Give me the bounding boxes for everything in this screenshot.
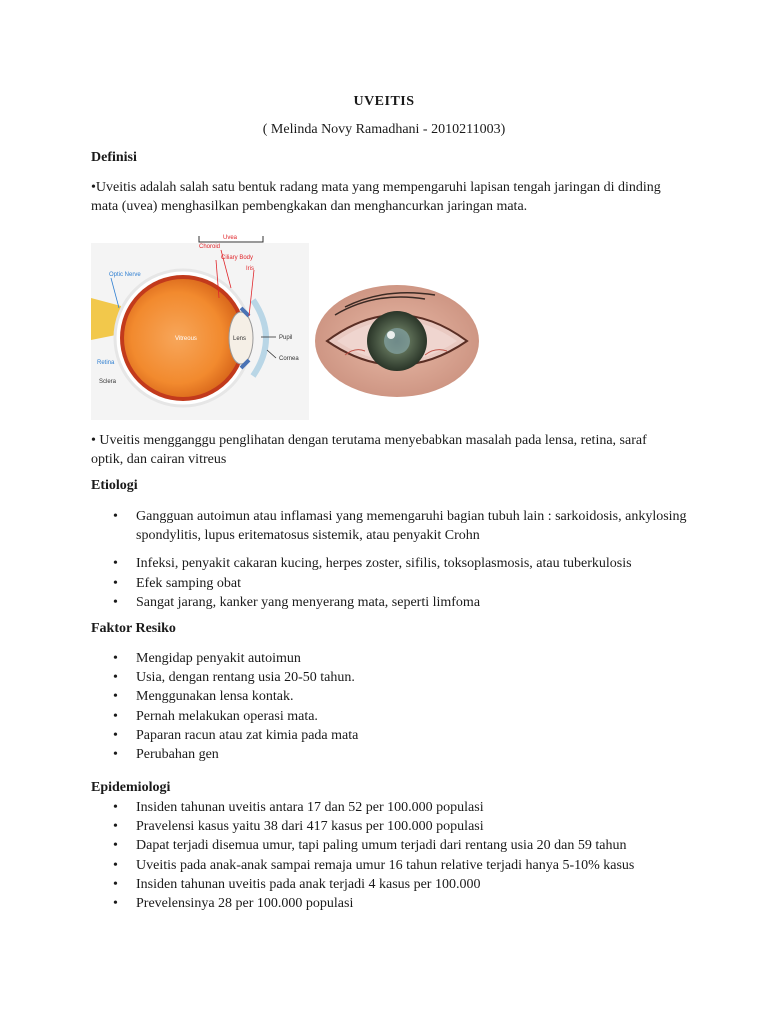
label-optic-nerve: Optic Nerve [109, 272, 141, 278]
label-sclera: Sclera [99, 379, 117, 385]
definisi-paragraph-1: •Uveitis adalah salah satu bentuk radang mata yang mempengaruhi lapisan tengah jaringan di dinding mata (uvea) menghasilkan pembengkakan dan menghancurkan jaringan mata. [91, 180, 661, 214]
list-item: • Pernah melakukan operasi mata. [91, 707, 696, 726]
heading-definisi: Definisi [91, 150, 137, 165]
list-item: • Uveitis pada anak-anak sampai remaja umur 16 tahun relative terjadi hanya 5-10% kasus [91, 856, 696, 875]
definisi-paragraph-2: • Uveitis mengganggu penglihatan dengan terutama menyebabkan masalah pada lensa, retina, saraf optik, dan cairan vitreus [91, 433, 647, 467]
label-retina: Retina [97, 360, 115, 366]
heading-etiologi: Etiologi [91, 478, 138, 493]
list-item: • Prevelensinya 28 per 100.000 populasi [91, 894, 696, 913]
heading-epidemiologi: Epidemiologi [91, 780, 171, 795]
list-item: • Pravelensi kasus yaitu 38 dari 417 kasus per 100.000 populasi [91, 817, 696, 836]
label-ciliary-body: Ciliary Body [221, 255, 254, 261]
list-item: • Perubahan gen [91, 745, 696, 764]
eye-anatomy-svg [91, 228, 309, 420]
list-item: • Menggunakan lensa kontak. [91, 687, 696, 706]
label-iris: Iris [246, 266, 254, 272]
inflamed-eye-photo [315, 285, 480, 397]
list-item: • Sangat jarang, kanker yang menyerang mata, seperti limfoma [91, 593, 696, 612]
list-item: • Efek samping obat [91, 574, 696, 593]
list-item: • Usia, dengan rentang usia 20-50 tahun. [91, 668, 696, 687]
document-subtitle: ( Melinda Novy Ramadhani - 2010211003) [262, 122, 506, 137]
list-item: • Insiden tahunan uveitis pada anak terjadi 4 kasus per 100.000 [91, 875, 696, 894]
list-item: • Infeksi, penyakit cakaran kucing, herpes zoster, sifilis, toksoplasmosis, atau tuberkulosis [91, 554, 696, 573]
eye-anatomy-diagram [91, 228, 309, 420]
label-lens: Lens [233, 336, 247, 342]
epidemiologi-list [91, 798, 696, 913]
faktor-resiko-list [91, 649, 696, 764]
label-pupil: Pupil [279, 335, 293, 341]
label-cornea: Cornea [279, 356, 299, 362]
list-item: • Dapat terjadi disemua umur, tapi paling umum terjadi dari rentang usia 20 dan 59 tahun [91, 836, 696, 855]
label-vitreous: Vitreous [175, 336, 197, 342]
etiologi-list [91, 507, 696, 612]
label-choroid: Choroid [199, 244, 221, 250]
inflamed-eye-svg [315, 285, 480, 397]
list-item: • Gangguan autoimun atau inflamasi yang memengaruhi bagian tubuh lain : sarkoidosis, ankylosing spondylitis, lupus eritematosus sistemik, atau penyakit Crohn [91, 507, 696, 545]
list-item: • Paparan racun atau zat kimia pada mata [91, 726, 696, 745]
label-uvea: Uvea [223, 235, 238, 241]
document-title: UVEITIS [353, 94, 415, 109]
list-item: • Mengidap penyakit autoimun [91, 649, 696, 668]
pupil-photo [384, 328, 410, 354]
heading-faktor-resiko: Faktor Resiko [91, 621, 176, 636]
list-item: • Insiden tahunan uveitis antara 17 dan 52 per 100.000 populasi [91, 798, 696, 817]
